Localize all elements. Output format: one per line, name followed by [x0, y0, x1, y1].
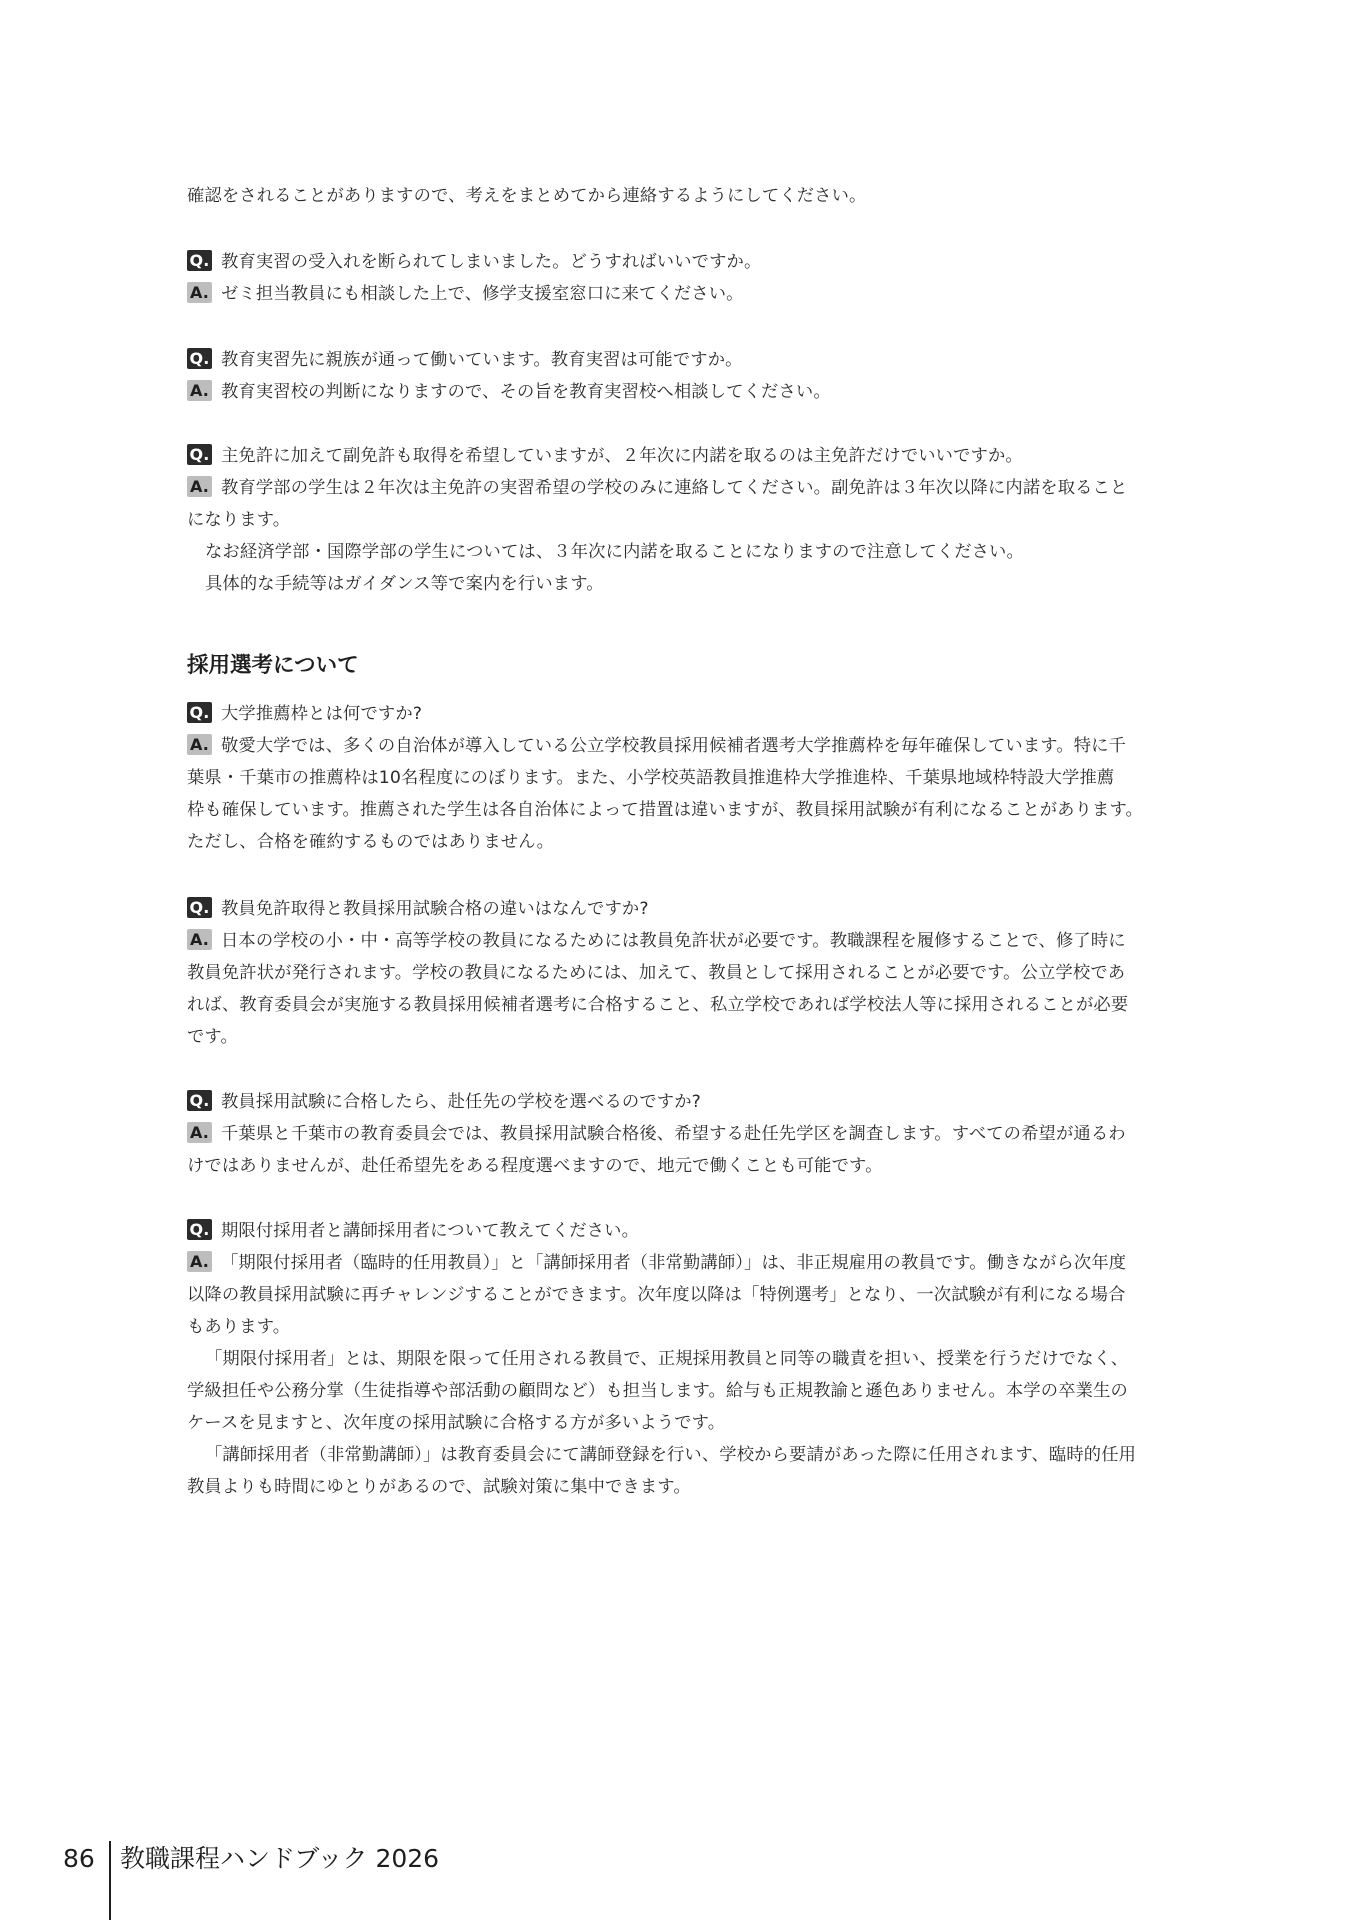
answer-line: ケースを見ますと、次年度の採用試験に合格する方が多いようです。 [187, 1413, 726, 1433]
qa-question: Q. 教育実習の受入れを断られてしまいました。どうすればいいですか。 [187, 250, 761, 274]
q-badge: Q. [187, 348, 212, 369]
qa-answer: A. 日本の学校の小・中・高等学校の教員になるためには教員免許状が必要です。教職課程を履修することで、修了時に [187, 929, 1126, 953]
qa-answer: A. 教育実習校の判断になりますので、その旨を教育実習校へ相談してください。 [187, 380, 831, 404]
answer-line: 「期限付採用者」とは、期限を限って任用される教員で、正規採用教員と同等の職責を担い、授業を行うだけでなく、 [205, 1349, 1129, 1369]
qa-answer: A. ゼミ担当教員にも相談した上で、修学支援室窓口に来てください。 [187, 282, 744, 306]
qa-question: Q. 期限付採用者と講師採用者について教えてください。 [187, 1219, 639, 1243]
answer-line: 教員免許状が発行されます。学校の教員になるためには、加えて、教員として採用されることが必要です。公立学校であ [187, 963, 1126, 983]
answer-line: 葉県・千葉市の推薦枠は10名程度にのぼります。また、小学校英語教員推進枠大学推進枠、千葉県地域枠特設大学推薦 [187, 768, 1115, 788]
footer-title: 教職課程ハンドブック 2026 [120, 1844, 440, 1873]
footer-divider [109, 1841, 111, 1920]
a-badge: A. [187, 734, 212, 755]
qa-question: Q. 大学推薦枠とは何ですか? [187, 702, 422, 726]
page-number: 86 [63, 1844, 95, 1873]
qa-question: Q. 教育実習先に親族が通って働いています。教育実習は可能ですか。 [187, 348, 743, 372]
q-badge: Q. [187, 1219, 212, 1240]
qa-answer: A. 敬愛大学では、多くの自治体が導入している公立学校教員採用候補者選考大学推薦枠を毎年確保しています。特に千 [187, 734, 1126, 758]
q-badge: Q. [187, 1090, 212, 1111]
a-badge: A. [187, 282, 212, 303]
a-badge: A. [187, 929, 212, 950]
q-badge: Q. [187, 250, 212, 271]
answer-line: 具体的な手続等はガイダンス等で案内を行います。 [205, 574, 604, 594]
answer-line: 以降の教員採用試験に再チャレンジすることができます。次年度以降は「特例選考」となり、一次試験が有利になる場合 [187, 1285, 1126, 1305]
a-badge: A. [187, 476, 212, 497]
q-badge: Q. [187, 702, 212, 723]
qa-question: Q. 教員採用試験に合格したら、赴任先の学校を選べるのですか? [187, 1090, 701, 1114]
section-heading: 採用選考について [187, 653, 359, 678]
q-badge: Q. [187, 897, 212, 918]
answer-line: になります。 [187, 510, 291, 530]
answer-line: れば、教育委員会が実施する教員採用候補者選考に合格すること、私立学校であれば学校法人等に採用されることが必要 [187, 995, 1129, 1015]
q-badge: Q. [187, 444, 212, 465]
a-badge: A. [187, 1122, 212, 1143]
answer-line: です。 [187, 1027, 238, 1047]
qa-answer: A. 「期限付採用者（臨時的任用教員）」と「講師採用者（非常勤講師）」は、非正規雇用の教員です。働きながら次年度 [187, 1251, 1126, 1275]
a-badge: A. [187, 1251, 212, 1272]
answer-line: なお経済学部・国際学部の学生については、３年次に内諾を取ることになりますので注意してください。 [205, 542, 1024, 562]
answer-line: 学級担任や公務分掌（生徒指導や部活動の顧問など）も担当します。給与も正規教諭と遜色ありません。本学の卒業生の [187, 1381, 1128, 1401]
qa-question: Q. 教員免許取得と教員採用試験合格の違いはなんですか? [187, 897, 649, 921]
answer-line: もあります。 [187, 1317, 291, 1337]
a-badge: A. [187, 380, 212, 401]
answer-line: 枠も確保しています。推薦された学生は各自治体によって措置は違いますが、教員採用試験が有利になることがあります。 [187, 800, 1143, 820]
answer-line: 教員よりも時間にゆとりがあるので、試験対策に集中できます。 [187, 1477, 691, 1497]
qa-question: Q. 主免許に加えて副免許も取得を希望していますが、２年次に内諾を取るのは主免許だけでいいですか。 [187, 444, 1023, 468]
answer-line: 「講師採用者（非常勤講師）」は教育委員会にて講師登録を行い、学校から要請があった際に任用されます、臨時的任用 [205, 1445, 1137, 1465]
answer-line: ただし、合格を確約するものではありません。 [187, 832, 555, 852]
intro-text: 確認をされることがありますので、考えをまとめてから連絡するようにしてください。 [187, 186, 867, 206]
answer-line: けではありませんが、赴任希望先をある程度選べますので、地元で働くことも可能です。 [187, 1156, 883, 1176]
qa-answer: A. 教育学部の学生は２年次は主免許の実習希望の学校のみに連絡してください。副免許は３年次以降に内諾を取ること [187, 476, 1127, 500]
qa-answer: A. 千葉県と千葉市の教育委員会では、教員採用試験合格後、希望する赴任先学区を調査します。すべての希望が通るわ [187, 1122, 1126, 1146]
